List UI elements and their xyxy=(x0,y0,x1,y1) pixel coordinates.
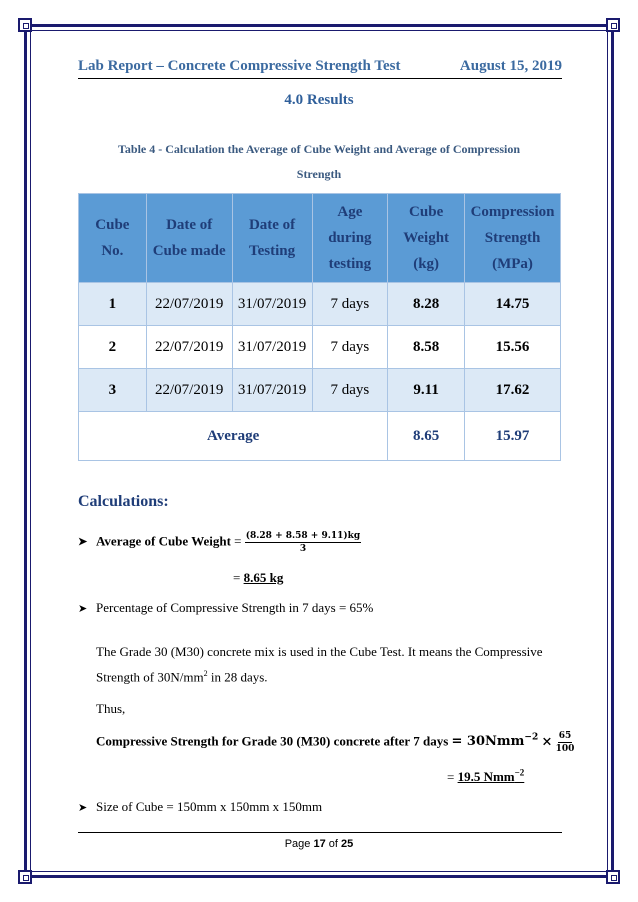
calculations-heading: Calculations: xyxy=(78,493,169,510)
cell-date-made: 22/07/2019 xyxy=(146,369,232,412)
results-table xyxy=(78,193,561,461)
cell-date-testing: 31/07/2019 xyxy=(232,326,312,369)
cell-date-testing: 31/07/2019 xyxy=(232,369,312,412)
fraction-numerator: (8.28 + 8.58 + 9.11)kg xyxy=(245,531,361,541)
cs-result: 19.5 Nmm$^{-2}$ xyxy=(457,768,525,785)
border-corner-tl xyxy=(18,18,32,32)
header-age: Age during testing xyxy=(312,194,388,283)
cs-fraction xyxy=(556,730,575,755)
cell-weight: 9.11 xyxy=(388,369,465,412)
avg-weight-fraction xyxy=(245,530,361,555)
table-row xyxy=(79,369,561,412)
header-date-made: Date of Cube made xyxy=(146,194,232,283)
fraction-denominator: 100 xyxy=(555,744,575,754)
cell-age: 7 days xyxy=(312,326,388,369)
average-strength: 15.97 xyxy=(465,412,561,461)
cs-expression: = 30Nmm$^{-2}$ xyxy=(451,733,539,750)
cell-strength: 17.62 xyxy=(465,369,561,412)
percentage-line xyxy=(78,600,373,616)
header-date: August 15, 2019 xyxy=(459,58,562,74)
average-weight: 8.65 xyxy=(388,412,465,461)
arrow-bullet-icon: ➤ xyxy=(78,603,88,615)
table-row xyxy=(79,283,561,326)
grade-text-line-1: The Grade 30 (M30) concrete mix is used in the Cube Test. It means the Compressive xyxy=(96,644,543,659)
table-average-row xyxy=(79,412,561,461)
cell-date-made: 22/07/2019 xyxy=(146,283,232,326)
cell-strength: 14.75 xyxy=(465,283,561,326)
equals-sign: = xyxy=(447,769,455,785)
border-corner-tr xyxy=(606,18,620,32)
cell-cube-no: 3 xyxy=(79,369,147,412)
cell-date-made: 22/07/2019 xyxy=(146,326,232,369)
arrow-bullet-icon: ➤ xyxy=(78,802,88,814)
avg-weight-result: 8.65 kg xyxy=(243,570,284,585)
average-label: Average xyxy=(79,412,388,461)
border-corner-br xyxy=(606,870,620,884)
header-cube-no: Cube No. xyxy=(79,194,147,283)
grade-paragraph xyxy=(96,641,556,688)
equals-sign: = xyxy=(233,570,241,585)
equals-sign: = xyxy=(234,533,242,549)
cell-cube-no: 2 xyxy=(79,326,147,369)
compressive-strength-line xyxy=(96,730,574,755)
table-caption: Table 4 - Calculation the Average of Cube Weight and Average of Compression Strength xyxy=(118,142,520,181)
page-footer: Page 17 of 25 xyxy=(284,838,354,850)
thus-text: Thus, xyxy=(96,701,126,716)
header-title: Lab Report – Concrete Compressive Strength Test xyxy=(78,58,401,74)
grade-text-line-2: Strength of $30N/mm^2$ in 28 days. xyxy=(96,669,268,685)
cube-size-line xyxy=(78,799,322,815)
cs-label: Compressive Strength for Grade 30 (M30) concrete after 7 days xyxy=(96,733,449,749)
cell-strength: 15.56 xyxy=(465,326,561,369)
header-weight: Cube Weight (kg) xyxy=(388,194,465,283)
table-header-row xyxy=(79,194,561,283)
percentage-text: Percentage of Compressive Strength in 7 days = 65% xyxy=(96,600,374,615)
page-header xyxy=(78,58,562,79)
times-sign: × xyxy=(541,734,553,750)
fraction-numerator: 65 xyxy=(558,731,572,741)
footer-divider xyxy=(78,832,562,833)
avg-weight-label: Average of Cube Weight xyxy=(96,533,231,549)
cs-result-line xyxy=(447,768,524,785)
fraction-denominator: 3 xyxy=(299,544,307,554)
cell-cube-no: 1 xyxy=(79,283,147,326)
cell-weight: 8.58 xyxy=(388,326,465,369)
cube-size-text: Size of Cube = 150mm x 150mm x 150mm xyxy=(96,799,323,814)
section-title: 4.0 Results xyxy=(284,92,354,108)
cell-age: 7 days xyxy=(312,283,388,326)
cell-date-testing: 31/07/2019 xyxy=(232,283,312,326)
cell-age: 7 days xyxy=(312,369,388,412)
cell-weight: 8.28 xyxy=(388,283,465,326)
arrow-bullet-icon: ➤ xyxy=(78,536,88,549)
avg-weight-result-line xyxy=(233,570,283,586)
border-corner-bl xyxy=(18,870,32,884)
header-date-testing: Date of Testing xyxy=(232,194,312,283)
avg-weight-line xyxy=(78,530,361,555)
table-row xyxy=(79,326,561,369)
header-strength: Compression Strength (MPa) xyxy=(465,194,561,283)
